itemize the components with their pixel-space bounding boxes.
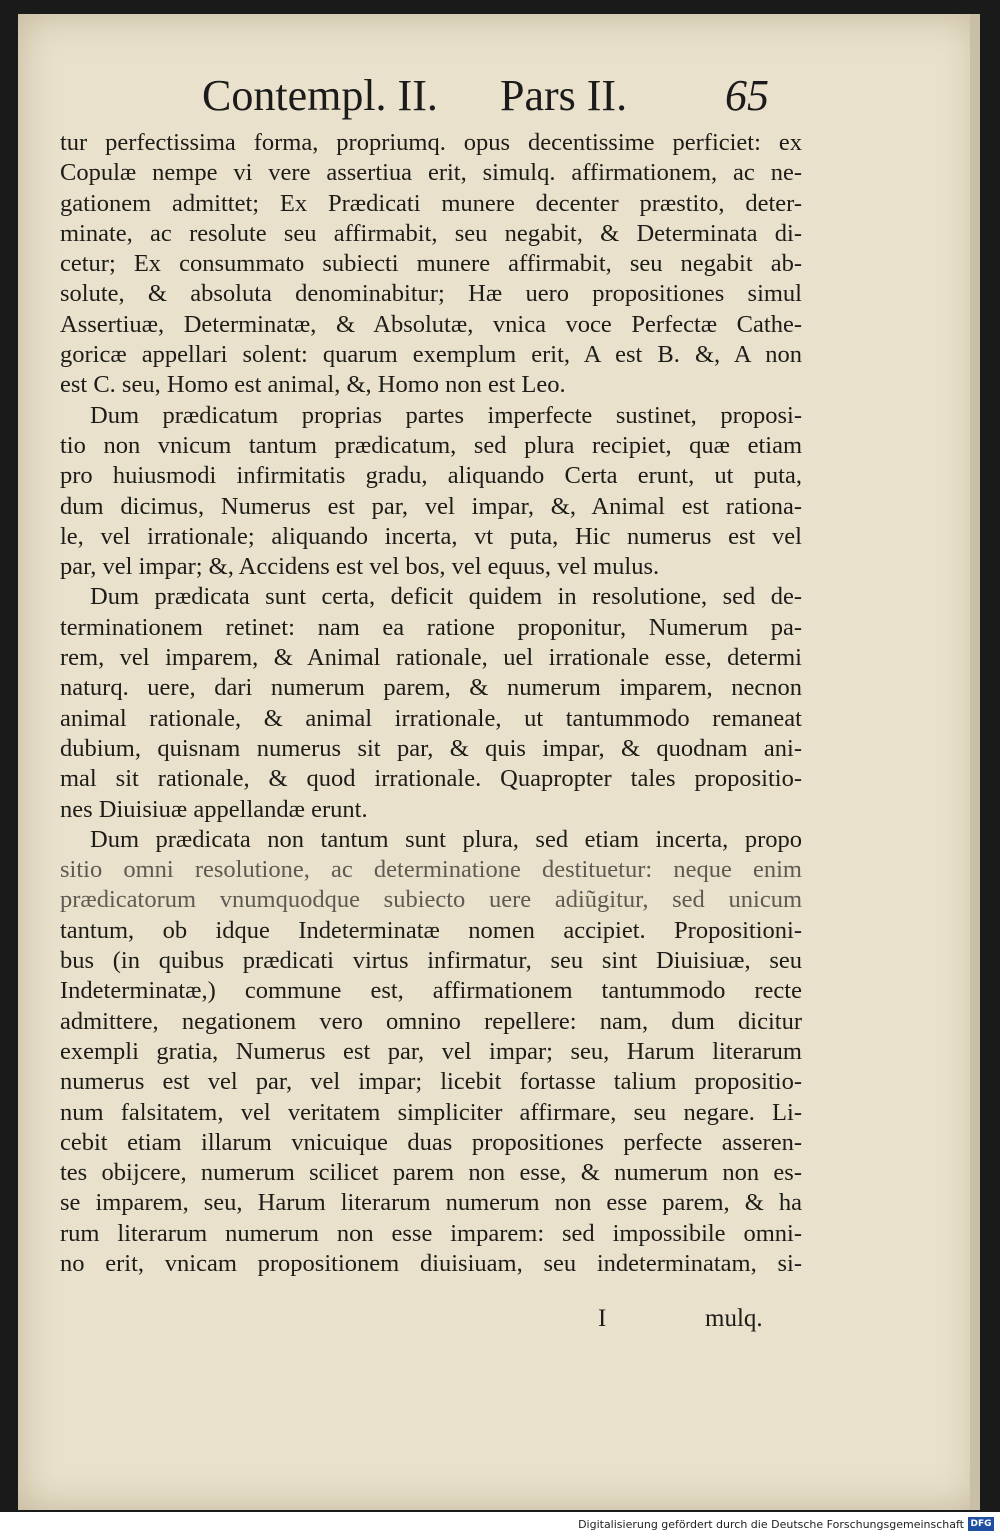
text-line: admittere, negationem vero omnino repellere: nam, dum dicitur: [60, 1007, 802, 1035]
text-line: no erit, vnicam propositionem diuisiuam, seu indeterminatam, si-: [60, 1249, 802, 1277]
signature-mark: I: [598, 1305, 607, 1332]
text-line: pro huiusmodi infirmitatis gradu, aliquando Certa erunt, ut puta,: [60, 462, 802, 490]
paragraph-start: Dum prædicata non tantum sunt plura, sed etiam incerta, propo: [90, 825, 802, 853]
running-head-left: Contempl. II.: [202, 71, 438, 120]
body-text: [60, 128, 802, 1279]
page-edge: [970, 14, 980, 1510]
text-line: exempli gratia, Numerus est par, vel impar; seu, Harum literarum: [60, 1037, 802, 1065]
text-line: tio non vnicum tantum prædicatum, sed plura recipiet, quæ etiam: [60, 431, 802, 459]
text-line: bus (in quibus prædicati virtus infirmatur, seu sint Diuisiuæ, seu: [60, 947, 802, 975]
text-line: rum literarum numerum non esse imparem: sed impossibile omni-: [60, 1219, 802, 1247]
text-line: num falsitatem, vel veritatem simpliciter affirmare, seu negare. Li-: [60, 1098, 802, 1126]
text-line: par, vel impar; &, Accidens est vel bos, vel equus, vel mulus.: [60, 553, 660, 581]
text-line: dubium, quisnam numerus sit par, & quis impar, & quodnam ani-: [60, 734, 802, 762]
text-line: gationem admittet; Ex Prædicati munere decenter præstito, deter-: [60, 189, 802, 217]
text-line: numerus est vel par, vel impar; licebit fortasse talium propositio-: [60, 1068, 802, 1096]
text-line: dum dicimus, Numerus est par, vel impar, &, Animal est rationa-: [60, 492, 802, 520]
text-line: Assertiuæ, Determinatæ, & Absolutæ, vnica voce Perfectæ Cathe-: [60, 310, 802, 338]
text-line: animal rationale, & animal irrationale, ut tantummodo remaneat: [60, 704, 802, 732]
text-line: le, vel irrationale; aliquando incerta, vt puta, Hic numerus est vel: [60, 522, 802, 550]
text-line: sitio omni resolutione, ac determinatione destituetur: neque enim: [60, 856, 802, 884]
text-line: solute, & absoluta denominabitur; Hæ uero propositiones simul: [60, 280, 802, 308]
text-line: se imparem, seu, Harum literarum numerum non esse parem, & ha: [60, 1189, 802, 1217]
text-line: rem, vel imparem, & Animal rationale, uel irrationale esse, determi: [60, 644, 802, 672]
text-line: tes obijcere, numerum scilicet parem non esse, & numerum non es-: [60, 1159, 802, 1187]
page-number: 65: [725, 71, 769, 120]
funding-credit: Digitalisierung gefördert durch die Deutsche Forschungsgemeinschaft: [578, 1518, 964, 1531]
running-head: [180, 64, 820, 128]
paragraph-start: Dum prædicata sunt certa, deficit quidem in resolutione, sed de-: [90, 583, 802, 611]
catchword: mulq.: [705, 1305, 763, 1332]
text-line: goricæ appellari solent: quarum exemplum erit, A est B. &, A non: [60, 341, 802, 369]
running-head-right: Pars II.: [500, 71, 628, 120]
text-line: prædicatorum vnumquodque subiecto uere adiũgitur, sed unicum: [60, 886, 802, 914]
text-line: cetur; Ex consummato subiecti munere affirmabit, seu negabit ab-: [60, 250, 802, 278]
text-line: tantum, ob idque Indeterminatæ nomen accipiet. Propositioni-: [60, 916, 802, 944]
text-line: Copulæ nempe vi vere assertiua erit, simulq. affirmationem, ac ne-: [60, 159, 802, 187]
text-line: nes Diuisiuæ appellandæ erunt.: [60, 795, 368, 823]
text-line: mal sit rationale, & quod irrationale. Quapropter tales propositio-: [60, 765, 802, 793]
text-line: terminationem retinet: nam ea ratione proponitur, Numerum pa-: [60, 613, 802, 641]
text-line: tur perfectissima forma, propriumq. opus decentissime perficiet: ex: [60, 129, 802, 156]
text-line: cebit etiam illarum vnicuique duas propositiones perfecte asseren-: [60, 1128, 802, 1156]
dfg-logo-icon: DFG: [968, 1517, 994, 1531]
text-line: minate, ac resolute seu affirmabit, seu negabit, & Determinata di-: [60, 219, 802, 247]
text-line: est C. seu, Homo est animal, &, Homo non est Leo.: [60, 371, 566, 399]
text-line: Indeterminatæ,) commune est, affirmationem tantummodo recte: [60, 977, 802, 1005]
paragraph-start: Dum prædicatum proprias partes imperfecte sustinet, proposi-: [90, 401, 802, 429]
text-line: naturq. uere, dari numerum parem, & numerum imparem, necnon: [60, 674, 802, 702]
